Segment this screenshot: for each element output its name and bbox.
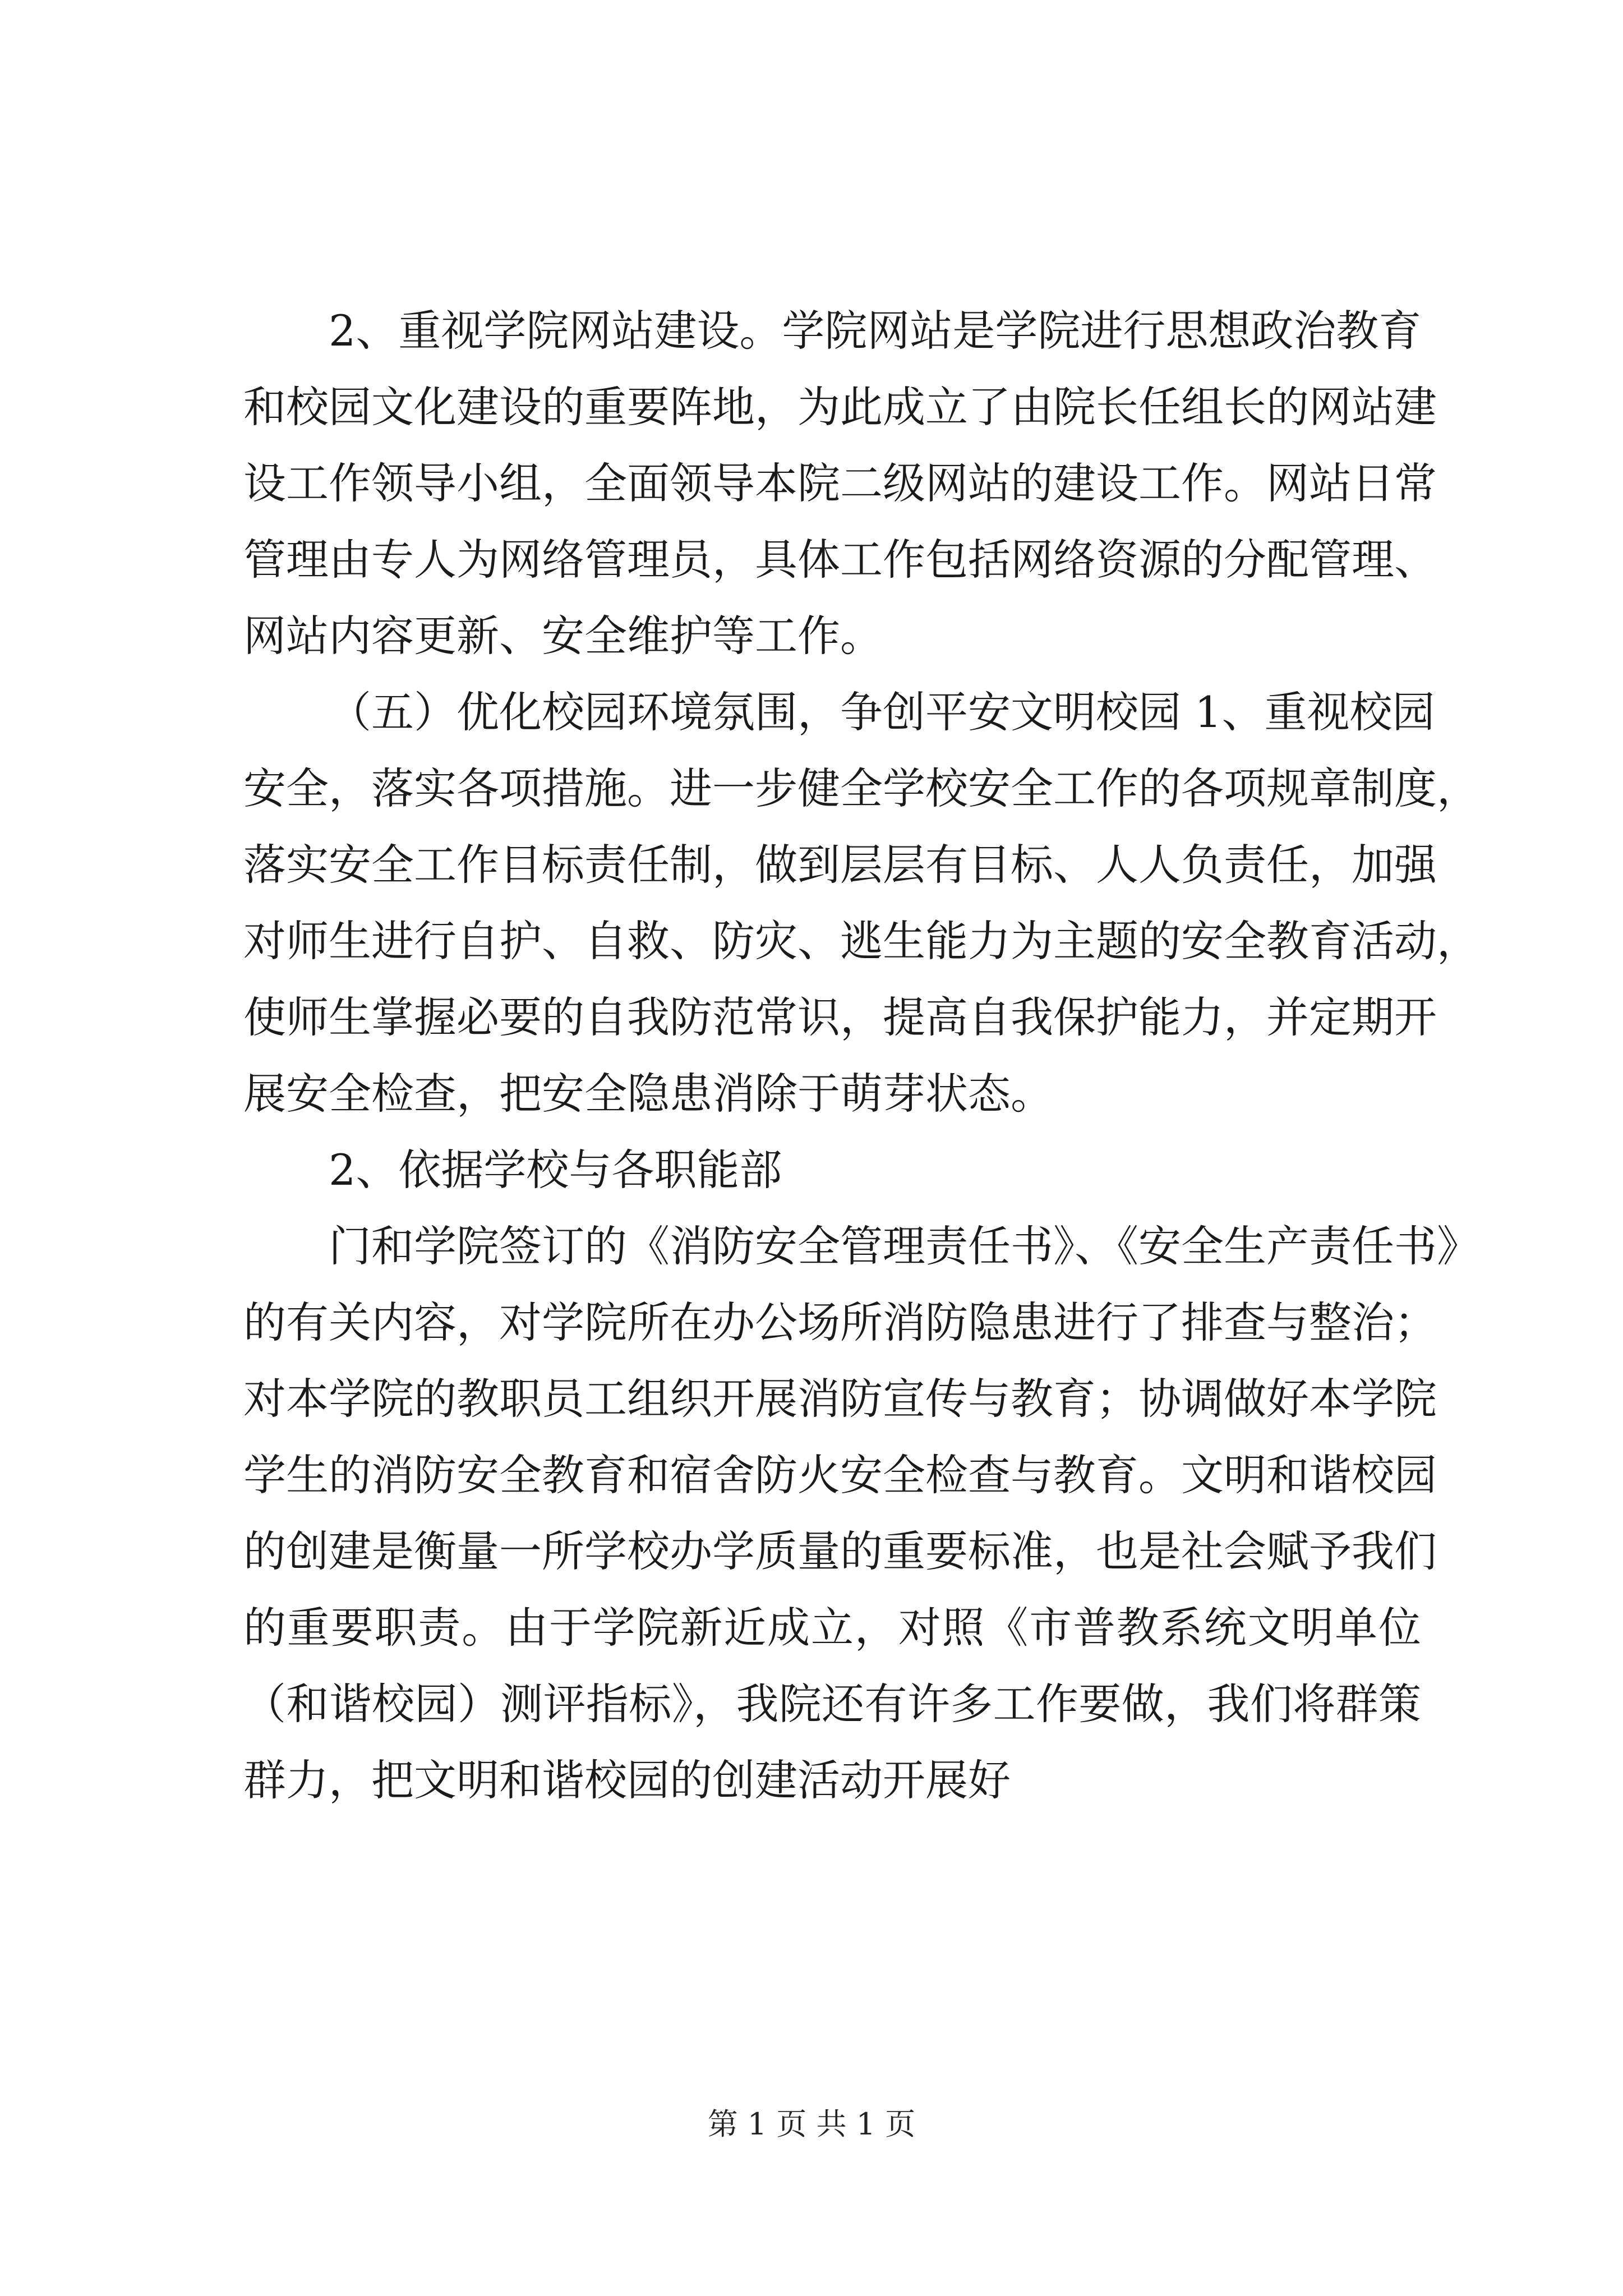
- paragraph-website-construction: [243, 293, 1437, 674]
- text-line: 学生的消防安全教育和宿舍防火安全检查与教育。文明和谐校园: [243, 1450, 1437, 1500]
- text-line: 展安全检查，把安全隐患消除于萌芽状态。: [243, 1069, 1053, 1119]
- page-footer: 第 1 页 共 1 页: [707, 2106, 916, 2142]
- text-line: 安全，落实各项措施。进一步健全学校安全工作的各项规章制度，: [243, 763, 1479, 813]
- text-line: 的重要职责。由于学院新近成立，对照《市普教系统文明单位: [243, 1603, 1421, 1653]
- text-line: 2、依据学校与各职能部: [329, 1145, 782, 1195]
- paragraph-fire-safety: [243, 1208, 1479, 1819]
- text-line: （和谐校园）测评指标》，我院还有许多工作要做，我们将群策: [243, 1679, 1421, 1729]
- text-line: 2、重视学院网站建设。学院网站是学院进行思想政治教育: [329, 306, 1422, 356]
- paragraph-item-2-heading: [243, 1132, 1421, 1208]
- text-line: 的创建是衡量一所学校办学质量的重要标准，也是社会赋予我们: [243, 1526, 1437, 1576]
- document-body: [243, 293, 1479, 1819]
- text-line: 落实安全工作目标责任制，做到层层有目标、人人负责任，加强: [243, 840, 1437, 890]
- text-line: 和校园文化建设的重要阵地，为此成立了由院长任组长的网站建: [243, 382, 1437, 432]
- text-line: 管理由专人为网络管理员，具体工作包括网络资源的分配管理、: [243, 535, 1437, 585]
- text-line: 网站内容更新、安全维护等工作。: [243, 611, 883, 661]
- text-line: 对师生进行自护、自救、防灾、逃生能力为主题的安全教育活动，: [243, 916, 1479, 966]
- text-line: 门和学院签订的《消防安全管理责任书》、《安全生产责任书》: [329, 1221, 1479, 1271]
- text-line: （五）优化校园环境氛围，争创平安文明校园 1、重视校园: [329, 687, 1435, 737]
- text-line: 群力，把文明和谐校园的创建活动开展好: [243, 1755, 1011, 1805]
- text-line: 设工作领导小组，全面领导本院二级网站的建设工作。网站日常: [243, 458, 1437, 508]
- text-line: 对本学院的教职员工组织开展消防宣传与教育；协调做好本学院: [243, 1374, 1437, 1424]
- text-line: 的有关内容，对学院所在办公场所消防隐患进行了排查与整治；: [243, 1297, 1437, 1347]
- text-line: 使师生掌握必要的自我防范常识，提高自我保护能力，并定期开: [243, 992, 1437, 1042]
- paragraph-campus-safety: [243, 674, 1479, 1132]
